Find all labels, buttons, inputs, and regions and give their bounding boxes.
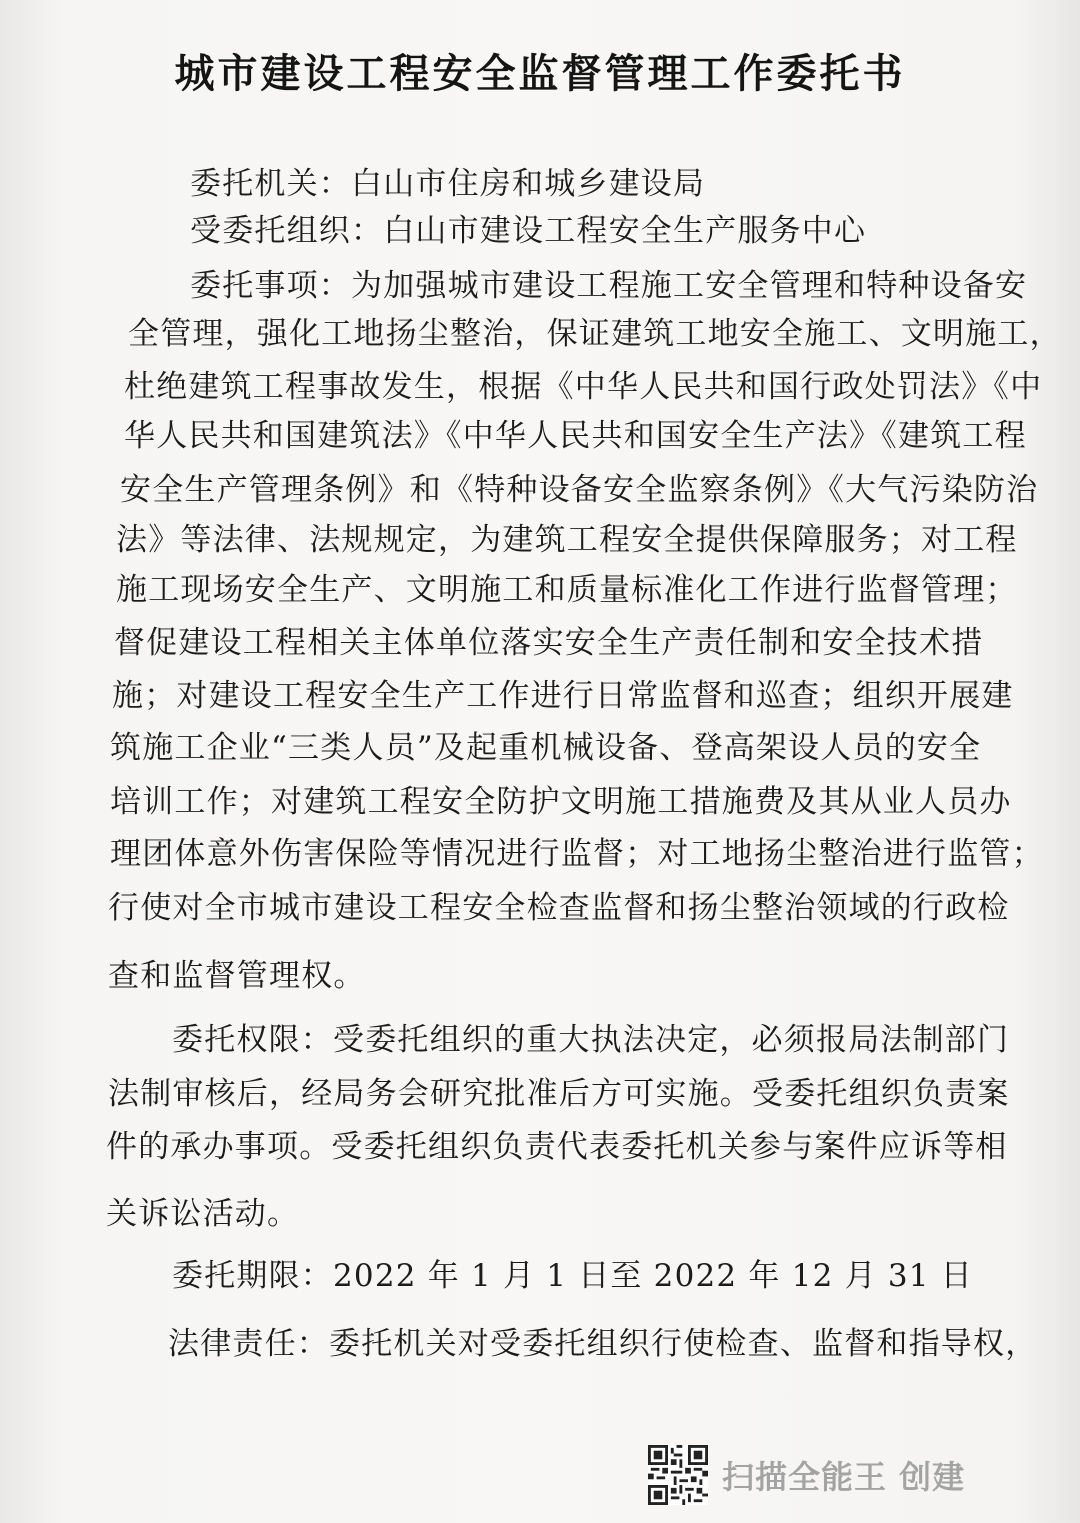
text-line: 筑施工企业“三类人员”及起重机械设备、登高架设人员的安全: [110, 730, 982, 766]
text-line: 华人民共和国建筑法》《中华人民共和国安全生产法》《建筑工程: [124, 418, 1027, 454]
text-line: 关诉讼活动。: [106, 1196, 300, 1232]
text-line: 全管理，强化工地扬尘整治，保证建筑工地安全施工、文明施工，: [128, 316, 1062, 352]
text-line: 受委托组织：白山市建设工程安全生产服务中心: [190, 213, 867, 249]
text-line: 法》等法律、法规规定，为建筑工程安全提供保障服务；对工程: [116, 522, 1018, 558]
text-line: 委托权限：受委托组织的重大执法决定，必须报局法制部门: [172, 1022, 1010, 1058]
text-line: 委托期限：2022 年 1 月 1 日至 2022 年 12 月 31 日: [172, 1258, 973, 1294]
text-line: 理团体意外伤害保险等情况进行监督；对工地扬尘整治进行监管；: [110, 836, 1044, 872]
text-line: 培训工作；对建筑工程安全防护文明施工措施费及其从业人员办: [110, 784, 1012, 820]
text-line: 委托事项：为加强城市建设工程施工安全管理和特种设备安: [190, 268, 1028, 304]
watermark-text: 扫描全能王 创建: [722, 1458, 966, 1496]
text-line: 件的承办事项。受委托组织负责代表委托机关参与案件应诉等相: [106, 1129, 1008, 1165]
scanner-watermark: [648, 1443, 965, 1507]
qr-code-icon: [648, 1445, 708, 1505]
text-line: 法律责任：委托机关对受委托组织行使检查、监督和指导权，: [168, 1326, 1038, 1362]
text-line: 委托机关：白山市住房和城乡建设局: [190, 166, 706, 202]
text-line: 安全生产管理条例》和《特种设备安全监察条例》《大气污染防治: [120, 472, 1039, 508]
text-line: 行使对全市城市建设工程安全检查监督和扬尘整治领域的行政检: [108, 890, 1010, 926]
text-line: 杜绝建筑工程事故发生，根据《中华人民共和国行政处罚法》《中: [124, 369, 1043, 405]
text-line: 施；对建设工程安全生产工作进行日常监督和巡查；组织开展建: [112, 678, 1014, 714]
text-line: 查和监督管理权。: [108, 958, 366, 994]
text-line: 施工现场安全生产、文明施工和质量标准化工作进行监督管理；: [116, 572, 1018, 608]
text-line: 督促建设工程相关主体单位落实安全生产责任制和安全技术措: [114, 625, 984, 661]
document-title: 城市建设工程安全监督管理工作委托书: [174, 50, 906, 97]
text-line: 法制审核后，经局务会研究批准后方可实施。受委托组织负责案: [108, 1076, 1010, 1112]
